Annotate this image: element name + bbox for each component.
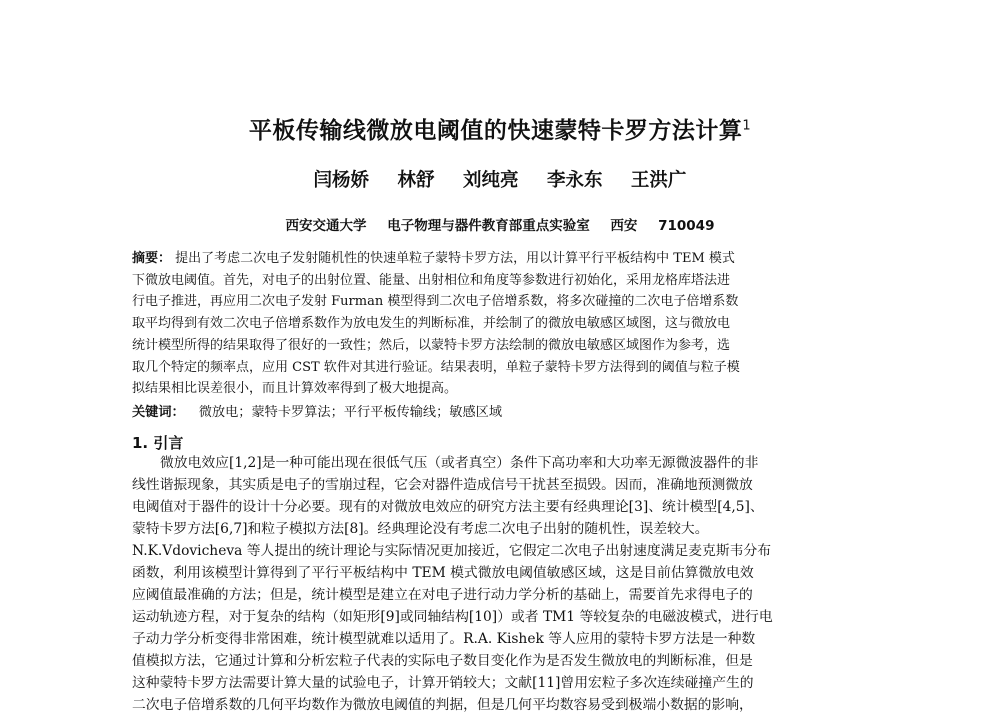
abstract-line — [132, 248, 862, 270]
author-name: 王洪广 — [630, 170, 687, 191]
body-line: 运动轨迹方程，对于复杂的结构（如矩形[9]或同轴结构[10]）或者 TM1 等较复杂的电磁波模式，进行电 — [132, 609, 773, 625]
section-body — [132, 452, 872, 716]
author-name: 刘纯亮 — [462, 170, 519, 191]
affiliation-institution: 西安交通大学 — [285, 218, 367, 234]
body-line: 应阈值最准确的方法；但是，统计模型是建立在对电子进行动力学分析的基础上，需要首先求得电子的 — [132, 587, 753, 603]
affiliation-lab: 电子物理与器件教育部重点实验室 — [387, 218, 590, 234]
abstract-text: 提出了考虑二次电子发射随机性的快速单粒子蒙特卡罗方法，用以计算平行平板结构中 TEM 模式 — [175, 251, 735, 266]
affiliation-postcode: 710049 — [658, 218, 715, 234]
author-name: 闫杨娇 — [313, 170, 370, 191]
body-line: 值模拟方法，它通过计算和分析宏粒子代表的实际电子数目变化作为是否发生微放电的判断标准，但是 — [132, 653, 753, 669]
abstract-label: 摘要： — [132, 251, 172, 266]
body-line: 线性谐振现象，其实质是电子的雪崩过程，它会对器件造成信号干扰甚至损毁。因而，准确地预测微放 — [132, 477, 753, 493]
body-line: 子动力学分析变得非常困难，统计模型就难以适用了。R.A. Kishek 等人应用的蒙特卡罗方法是一种数 — [132, 631, 756, 647]
body-line: 这种蒙特卡罗方法需要计算大量的试验电子，计算开销较大；文献[11]曾用宏粒子多次连续碰撞产生的 — [132, 675, 754, 691]
abstract-line: 行电子推进，再应用二次电子发射 Furman 模型得到二次电子倍增系数，将多次碰撞的二次电子倍增系数 — [132, 294, 739, 310]
body-line: N.K.Vdovicheva 等人提出的统计理论与实际情况更加接近，它假定二次电子出射速度满足麦克斯韦分布 — [132, 543, 772, 559]
abstract-line: 下微放电阈值。首先，对电子的出射位置、能量、出射相位和角度等参数进行初始化，采用龙格库塔法进 — [132, 272, 731, 288]
body-line: 二次电子倍增系数的几何平均数作为微放电阈值的判据，但是几何平均数容易受到极端小数据的影响， — [132, 697, 753, 713]
keywords-label: 关键词： — [132, 405, 185, 420]
body-line: 蒙特卡罗方法[6,7]和粒子模拟方法[8]。经典理论没有考虑二次电子出射的随机性，误差较大。 — [132, 521, 709, 537]
body-line: 函数，利用该模型计算得到了平行平板结构中 TEM 模式微放电阈值敏感区域，这是目前估算微放电效 — [132, 565, 754, 581]
author-name: 林舒 — [397, 170, 435, 191]
keywords-text: 微放电；蒙特卡罗算法；平行平板传输线；敏感区域 — [198, 405, 503, 420]
abstract-line: 取平均得到有效二次电子倍增系数作为放电发生的判断标准，并绘制了的微放电敏感区域图，这与微放电 — [132, 316, 731, 332]
affiliation — [0, 214, 1000, 234]
abstract — [132, 248, 862, 400]
abstract-line: 拟结果相比误差很小，而且计算效率得到了极大地提高。 — [132, 381, 458, 397]
body-line: 微放电效应[1,2]是一种可能出现在很低气压（或者真空）条件下高功率和大功率无源微波器件的非 — [160, 455, 759, 471]
abstract-line: 取几个特定的频率点，应用 CST 软件对其进行验证。结果表明，单粒子蒙特卡罗方法得到的阈值与粒子模 — [132, 359, 740, 375]
title-footnote-marker: 1 — [742, 118, 752, 134]
affiliation-city: 西安 — [610, 218, 638, 234]
author-list — [0, 166, 1000, 192]
author-name: 李永东 — [546, 170, 603, 191]
keywords — [132, 401, 862, 420]
body-line: 电阈值对于器件的设计十分必要。现有的对微放电效应的研究方法主要有经典理论[3]、统计模型[4,5]、 — [132, 499, 764, 515]
abstract-line: 统计模型所得的结果取得了很好的一致性；然后，以蒙特卡罗方法绘制的微放电敏感区域图作为参考，选 — [132, 337, 731, 353]
title-text: 平板传输线微放电阈值的快速蒙特卡罗方法计算 — [248, 118, 743, 144]
paper-title — [0, 112, 1000, 145]
section-heading: 1. 引言 — [132, 434, 184, 452]
